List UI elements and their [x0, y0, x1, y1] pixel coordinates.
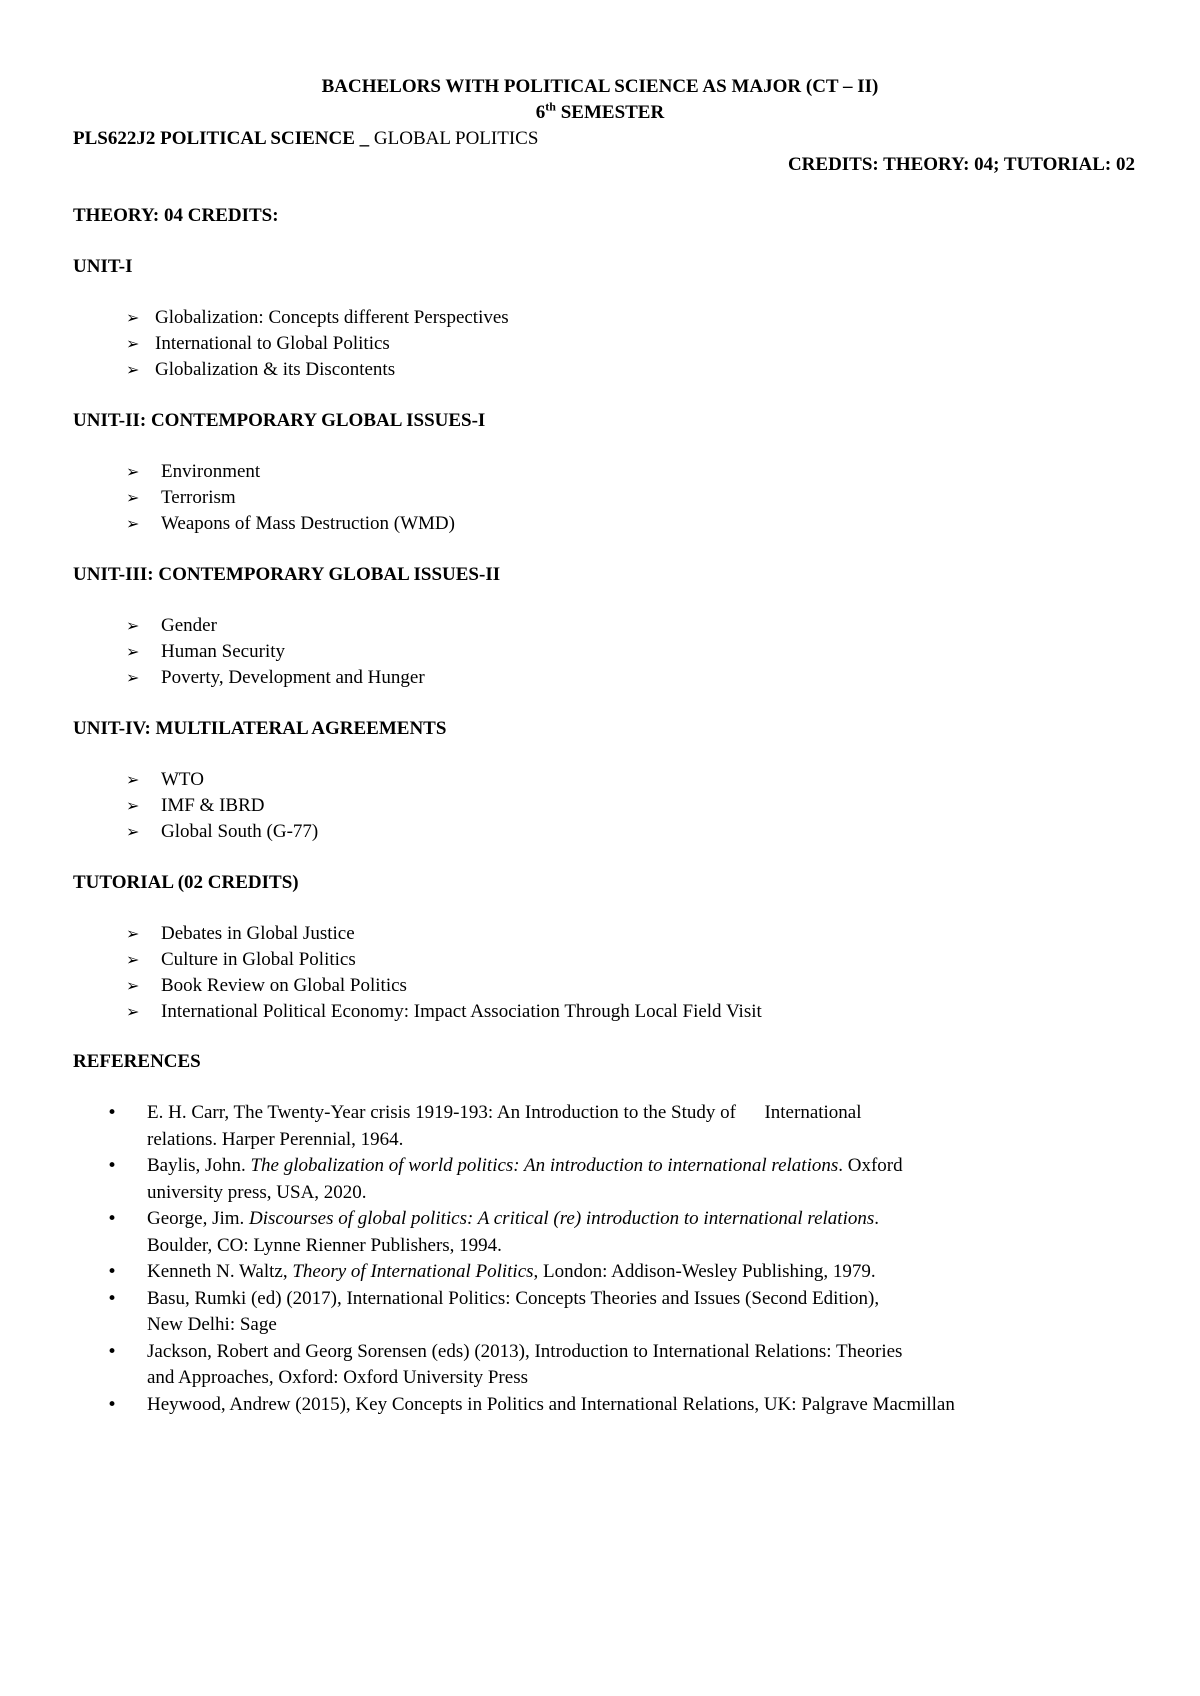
list-item [126, 767, 318, 793]
list-item [126, 999, 762, 1025]
list-item [126, 613, 425, 639]
bullet-icon: • [107, 1103, 118, 1123]
arrow-bullet-icon: ➢ [126, 976, 140, 995]
reference-line [147, 1127, 1145, 1154]
reference-item [105, 1153, 1145, 1206]
semester-superscript: th [545, 99, 556, 114]
unit-4-title: UNIT-IV: MULTILATERAL AGREEMENTS [73, 718, 447, 739]
unit-3-list [126, 613, 425, 691]
unit-2-title: UNIT-II: CONTEMPORARY GLOBAL ISSUES-I [73, 410, 486, 431]
unit-2-list [126, 459, 455, 537]
bullet-icon: • [107, 1341, 118, 1362]
reference-author: George, Jim. [147, 1208, 250, 1229]
reference-text: Boulder, CO: Lynne Rienner Publishers, 1994. [147, 1234, 502, 1256]
reference-book-title: Discourses of global politics: A critical (re) introduction to international relations [249, 1208, 875, 1229]
list-item-text: Human Security [161, 641, 286, 662]
list-item-text: WTO [161, 769, 204, 790]
list-item [126, 331, 509, 357]
arrow-bullet-icon: ➢ [126, 924, 140, 943]
tutorial-title: TUTORIAL (02 CREDITS) [73, 872, 299, 893]
reference-book-title: The globalization of world politics: An introduction to international relations [250, 1155, 839, 1176]
reference-text: university press, USA, 2020. [147, 1181, 367, 1203]
course-line [73, 126, 538, 152]
bullet-icon: • [107, 1394, 118, 1415]
list-item-text: International to Global Politics [155, 333, 390, 354]
program-title: BACHELORS WITH POLITICAL SCIENCE AS MAJOR (CT – II) [321, 76, 879, 97]
list-item-text: Environment [161, 461, 261, 482]
reference-text: relations. Harper Perennial, 1964. [147, 1128, 404, 1150]
arrow-bullet-icon: ➢ [126, 642, 140, 661]
list-item-text: Debates in Global Justice [161, 923, 355, 944]
list-item [126, 511, 455, 537]
arrow-bullet-icon: ➢ [126, 462, 140, 481]
reference-text: Basu, Rumki (ed) (2017), International Politics: Concepts Theories and Issues (Second Edition), [147, 1287, 880, 1309]
arrow-bullet-icon: ➢ [126, 308, 140, 327]
references-title: REFERENCES [73, 1051, 201, 1072]
reference-line [147, 1233, 1145, 1260]
arrow-bullet-icon: ➢ [126, 1002, 140, 1021]
reference-line [147, 1286, 1145, 1313]
list-item [126, 459, 455, 485]
list-item-text: Terrorism [161, 487, 236, 508]
reference-item [105, 1259, 1145, 1286]
arrow-bullet-icon: ➢ [126, 616, 140, 635]
list-item [126, 305, 509, 331]
list-item-text: Weapons of Mass Destruction (WMD) [161, 513, 455, 534]
reference-item [105, 1392, 1145, 1419]
reference-line [147, 1339, 1145, 1366]
list-item-text: IMF & IBRD [161, 795, 265, 816]
arrow-bullet-icon: ➢ [126, 796, 140, 815]
arrow-bullet-icon: ➢ [126, 950, 140, 969]
reference-line [147, 1365, 1145, 1392]
reference-text: . Oxford [838, 1155, 903, 1176]
semester-number: 6 [535, 102, 546, 123]
list-item-text: Book Review on Global Politics [161, 975, 407, 996]
bullet-icon: • [107, 1262, 118, 1282]
reference-text: New Delhi: Sage [147, 1314, 277, 1335]
list-item [126, 973, 762, 999]
arrow-bullet-icon: ➢ [126, 488, 140, 507]
unit-1-list [126, 305, 509, 383]
reference-item [105, 1100, 1145, 1153]
arrow-bullet-icon: ➢ [126, 822, 140, 841]
list-item [126, 793, 318, 819]
list-item [126, 665, 425, 691]
reference-line [147, 1153, 1145, 1180]
reference-text: and Approaches, Oxford: Oxford University Press [147, 1367, 528, 1388]
reference-line [147, 1259, 1145, 1286]
reference-author: Baylis, John. [147, 1155, 251, 1176]
reference-line [147, 1100, 1145, 1127]
list-item-text: International Political Economy: Impact Association Through Local Field Visit [161, 1001, 762, 1022]
reference-line [147, 1206, 1145, 1233]
reference-book-title: Theory of International Politics [292, 1261, 534, 1282]
course-code: PLS622J2 POLITICAL SCIENCE _ [73, 128, 370, 149]
references-list [105, 1100, 1145, 1418]
list-item [126, 947, 762, 973]
list-item [126, 921, 762, 947]
list-item-text: Globalization: Concepts different Perspectives [155, 307, 509, 328]
unit-1-title: UNIT-I [73, 256, 133, 277]
bullet-icon: • [107, 1288, 118, 1309]
list-item-text: Culture in Global Politics [161, 949, 356, 970]
list-item-text: Gender [161, 615, 217, 636]
unit-4-list [126, 767, 318, 845]
arrow-bullet-icon: ➢ [126, 360, 140, 379]
reference-line [147, 1312, 1145, 1339]
reference-item [105, 1206, 1145, 1259]
list-item-text: Poverty, Development and Hunger [161, 667, 425, 688]
course-name: GLOBAL POLITICS [369, 128, 539, 149]
bullet-icon: • [107, 1209, 118, 1229]
tutorial-list [126, 921, 762, 1025]
reference-line [147, 1392, 1145, 1419]
list-item [126, 639, 425, 665]
reference-item [105, 1286, 1145, 1339]
unit-3-title: UNIT-III: CONTEMPORARY GLOBAL ISSUES-II [73, 564, 501, 585]
reference-author: Kenneth N. Waltz, [147, 1261, 293, 1282]
reference-text: E. H. Carr, The Twenty-Year crisis 1919-193: An Introduction to the Study of International [147, 1102, 862, 1123]
semester-title [0, 100, 1200, 126]
reference-text: . [874, 1208, 879, 1229]
semester-label: SEMESTER [555, 102, 665, 123]
list-item-text: Global South (G-77) [161, 821, 319, 842]
reference-line [147, 1180, 1145, 1207]
arrow-bullet-icon: ➢ [126, 514, 140, 533]
theory-heading: THEORY: 04 CREDITS: [73, 205, 279, 226]
reference-text: Jackson, Robert and Georg Sorensen (eds) (2013), Introduction to International Relations: Theories [147, 1340, 903, 1362]
list-item [126, 485, 455, 511]
bullet-icon: • [107, 1156, 118, 1176]
list-item [126, 819, 318, 845]
credits-line: CREDITS: THEORY: 04; TUTORIAL: 02 [787, 154, 1135, 175]
arrow-bullet-icon: ➢ [126, 770, 140, 789]
arrow-bullet-icon: ➢ [126, 668, 140, 687]
reference-text: Heywood, Andrew (2015), Key Concepts in Politics and International Relations, UK: Palgrave Macmillan [147, 1393, 955, 1415]
arrow-bullet-icon: ➢ [126, 334, 140, 353]
list-item-text: Globalization & its Discontents [155, 359, 396, 380]
reference-text: , London: Addison-Wesley Publishing, 1979. [533, 1261, 876, 1282]
reference-item [105, 1339, 1145, 1392]
list-item [126, 357, 509, 383]
